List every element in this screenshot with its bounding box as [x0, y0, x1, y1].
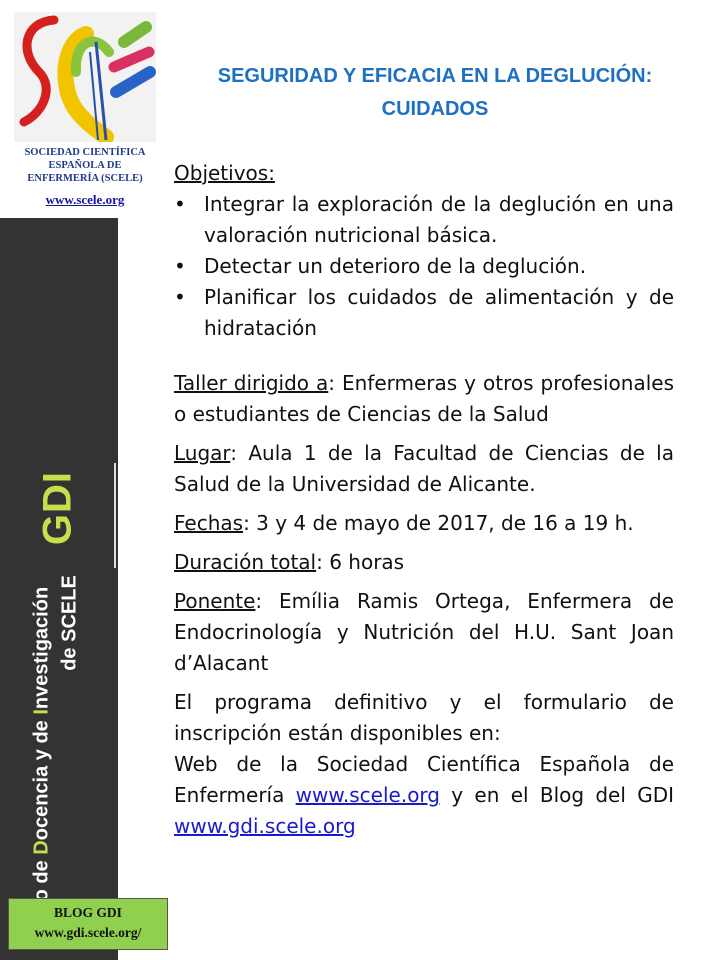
blog-gdi-box[interactable]: [8, 898, 168, 950]
gdi-band-title: GDI: [35, 470, 80, 546]
band-divider: [114, 463, 116, 568]
gdi-side-band: [0, 218, 118, 960]
logo-caption: [10, 146, 160, 185]
objectives-list: [174, 189, 674, 344]
location-paragraph: Lugar: Aula 1 de la Facultad de Ciencias de la Salud de la Universidad de Alicante.: [174, 441, 674, 496]
scele-link[interactable]: www.scele.org: [45, 192, 125, 207]
scele-logo: [14, 12, 156, 142]
page-title-line: CUIDADOS: [381, 98, 489, 120]
logo-caption-line: SOCIEDAD CIENTÍFICA: [24, 147, 146, 158]
band-group-suffix: de SCELE: [58, 575, 81, 671]
scele-web-link[interactable]: www.scele.org: [295, 783, 440, 807]
main-content: [174, 158, 674, 842]
dates-paragraph: Fechas: 3 y 4 de mayo de 2017, de 16 a 19 h.: [174, 511, 634, 535]
logo-caption-line: ENFERMERÍA (SCELE): [27, 173, 143, 184]
audience-paragraph: Taller dirigido a: Enfermeras y otros profesionales o estudiantes de Ciencias de la Salud: [174, 371, 674, 426]
logo-caption-line: ESPAÑOLA DE: [48, 160, 122, 171]
objective-item: • Planificar los cuidados de alimentación y de hidratación: [174, 282, 674, 344]
blog-box-url: www.gdi.scele.org/: [34, 925, 142, 940]
duration-paragraph: Duración total: 6 horas: [174, 550, 405, 574]
web-paragraph: Web de la Sociedad Científica Española de Enfermería www.scele.org y en el Blog del GDI www.gdi.scele.org: [174, 752, 674, 838]
program-paragraph: El programa definitivo y el formulario de inscripción están disponibles en:: [174, 690, 674, 745]
page-title-line: SEGURIDAD Y EFICACIA EN LA DEGLUCIÓN:: [217, 65, 653, 87]
scele-logo-graphic: [14, 12, 156, 142]
gdi-blog-link[interactable]: www.gdi.scele.org: [174, 814, 356, 838]
page-title: [175, 60, 695, 126]
band-group-name: Docencia y de Investigación: [30, 586, 53, 855]
objectives-heading: Objetivos:: [174, 161, 275, 185]
objective-item: • Integrar la exploración de la deglución en una valoración nutricional básica.: [174, 189, 674, 251]
objective-item: • Detectar un deterioro de la deglución.: [174, 251, 674, 282]
speaker-paragraph: Ponente: Emília Ramis Ortega, Enfermera de Endocrinología y Nutrición del H.U. Sant Joan d’Alacant: [174, 589, 674, 675]
blog-box-title: BLOG GDI: [54, 905, 122, 920]
